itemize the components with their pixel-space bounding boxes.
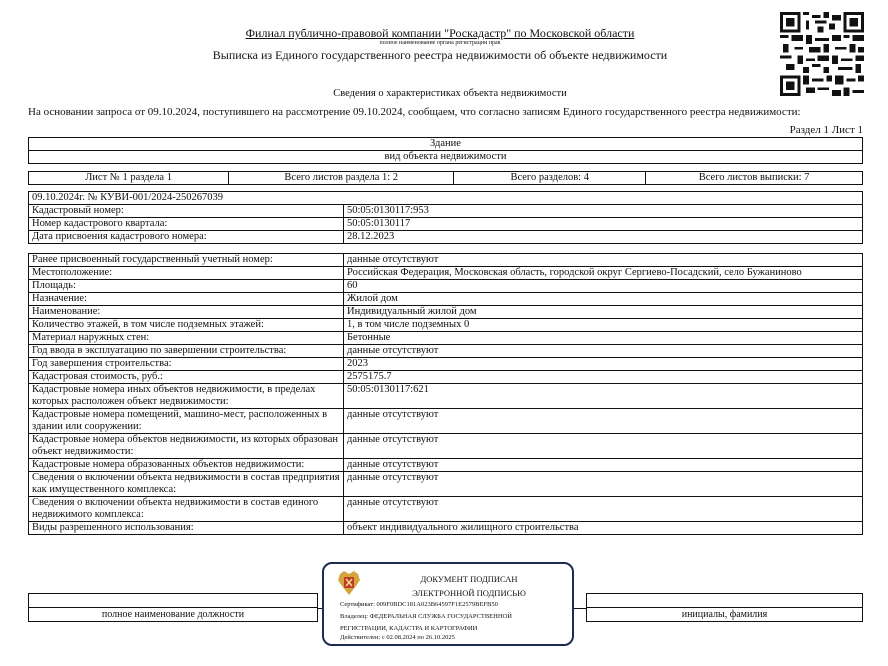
row-value: 50:05:0130117	[344, 218, 863, 231]
stamp-certificate: Сертификат: 009F0BDC181A023B64597F1E2579BEFB50	[340, 601, 498, 608]
row-value: Российская Федерация, Московская область, городской округ Сергиево-Посадский, село Бужаниново	[344, 267, 863, 280]
row-label: Количество этажей, в том числе подземных этажей:	[29, 319, 344, 332]
request-number: 09.10.2024г. № КУВИ-001/2024-250267039	[29, 192, 863, 205]
object-type-value: Здание	[29, 138, 863, 151]
table-row	[29, 409, 863, 434]
row-label: Материал наружных стен:	[29, 332, 344, 345]
table-row	[29, 459, 863, 472]
row-value: 60	[344, 280, 863, 293]
row-label: Кадастровые номера объектов недвижимости, из которых образован объект недвижимости:	[29, 434, 344, 459]
sheet-reference: Раздел 1 Лист 1	[789, 124, 863, 136]
emblem-icon	[334, 568, 364, 598]
row-value: данные отсутствуют	[344, 254, 863, 267]
table-row	[29, 332, 863, 345]
row-label: Ранее присвоенный государственный учетный номер:	[29, 254, 344, 267]
organization-caption: полное наименование органа регистрации прав	[379, 40, 501, 46]
row-label: Кадастровые номера иных объектов недвижимости, в пределах которых расположен объект недвижимости:	[29, 384, 344, 409]
row-value: объект индивидуального жилищного строительства	[344, 522, 863, 535]
row-label: Виды разрешенного использования:	[29, 522, 344, 535]
row-value: данные отсутствуют	[344, 409, 863, 434]
characteristics-table	[28, 253, 863, 535]
row-label: Номер кадастрового квартала:	[29, 218, 344, 231]
row-value: 2023	[344, 358, 863, 371]
object-type-table	[28, 137, 863, 164]
row-value: данные отсутствуют	[344, 345, 863, 358]
table-row	[29, 218, 863, 231]
qr-code-icon	[780, 12, 864, 96]
table-row	[29, 522, 863, 535]
table-row	[29, 280, 863, 293]
intro-text: На основании запроса от 09.10.2024, поступившего на рассмотрение 09.10.2024, сообщаем, что согласно записям Единого государственного реестра недвижимости:	[28, 106, 801, 118]
table-row	[29, 434, 863, 459]
row-value: 2575175.7	[344, 371, 863, 384]
section-title: Сведения о характеристиках объекта недвижимости	[333, 88, 567, 99]
row-value: 50:05:0130117:953	[344, 205, 863, 218]
stamp-owner-line2: РЕГИСТРАЦИИ, КАДАСТРА И КАРТОГРАФИИ	[340, 625, 478, 632]
row-label: Назначение:	[29, 293, 344, 306]
name-caption: инициалы, фамилия	[587, 608, 863, 622]
signature-name-field	[586, 593, 863, 622]
row-label: Наименование:	[29, 306, 344, 319]
row-value: Бетонные	[344, 332, 863, 345]
row-label: Дата присвоения кадастрового номера:	[29, 231, 344, 244]
table-row	[29, 345, 863, 358]
electronic-signature-stamp	[322, 562, 574, 646]
identifiers-table	[28, 191, 863, 244]
row-value: данные отсутствуют	[344, 472, 863, 497]
extract-sheets-total: Всего листов выписки: 7	[646, 172, 863, 185]
row-value: 28.12.2023	[344, 231, 863, 244]
table-row	[29, 319, 863, 332]
table-row	[29, 231, 863, 244]
row-value: данные отсутствуют	[344, 459, 863, 472]
row-value: 50:05:0130117:621	[344, 384, 863, 409]
organization-name: Филиал публично-правовой компании "Роскадастр" по Московской области	[245, 26, 635, 40]
row-label: Кадастровая стоимость, руб.:	[29, 371, 344, 384]
section-sheets-total: Всего листов раздела 1: 2	[229, 172, 454, 185]
row-label: Кадастровый номер:	[29, 205, 344, 218]
signature-position-field	[28, 593, 318, 622]
row-value: 1, в том числе подземных 0	[344, 319, 863, 332]
stamp-owner-line1: Владелец: ФЕДЕРАЛЬНАЯ СЛУЖБА ГОСУДАРСТВЕННОЙ	[340, 613, 512, 620]
row-label: Кадастровые номера образованных объектов недвижимости:	[29, 459, 344, 472]
row-label: Кадастровые номера помещений, машино-мест, расположенных в здании или сооружении:	[29, 409, 344, 434]
row-value: Жилой дом	[344, 293, 863, 306]
stamp-title-line2: ЭЛЕКТРОННОЙ ПОДПИСЬЮ	[412, 588, 526, 598]
row-label: Площадь:	[29, 280, 344, 293]
table-row	[29, 293, 863, 306]
table-row	[29, 358, 863, 371]
row-label: Год завершения строительства:	[29, 358, 344, 371]
sections-total: Всего разделов: 4	[454, 172, 646, 185]
table-row	[29, 306, 863, 319]
row-label: Год ввода в эксплуатацию по завершении строительства:	[29, 345, 344, 358]
stamp-validity: Действителен: с 02.08.2024 по 26.10.2025	[340, 634, 455, 641]
stamp-title-line1: ДОКУМЕНТ ПОДПИСАН	[420, 574, 518, 584]
table-row	[29, 497, 863, 522]
row-value: Индивидуальный жилой дом	[344, 306, 863, 319]
table-row	[29, 205, 863, 218]
table-row	[29, 384, 863, 409]
row-value: данные отсутствуют	[344, 497, 863, 522]
table-row	[29, 254, 863, 267]
sheet-number: Лист № 1 раздела 1	[29, 172, 229, 185]
table-row	[29, 371, 863, 384]
row-label: Сведения о включении объекта недвижимости в состав предприятия как имущественного комплекса:	[29, 472, 344, 497]
document-title: Выписка из Единого государственного реестра недвижимости об объекте недвижимости	[212, 48, 668, 62]
table-row	[29, 267, 863, 280]
position-caption: полное наименование должности	[29, 608, 318, 622]
object-type-caption: вид объекта недвижимости	[29, 151, 863, 164]
sheet-info-table	[28, 171, 863, 185]
table-row	[29, 472, 863, 497]
row-label: Сведения о включении объекта недвижимости в состав единого недвижимого комплекса:	[29, 497, 344, 522]
row-value: данные отсутствуют	[344, 434, 863, 459]
row-label: Местоположение:	[29, 267, 344, 280]
